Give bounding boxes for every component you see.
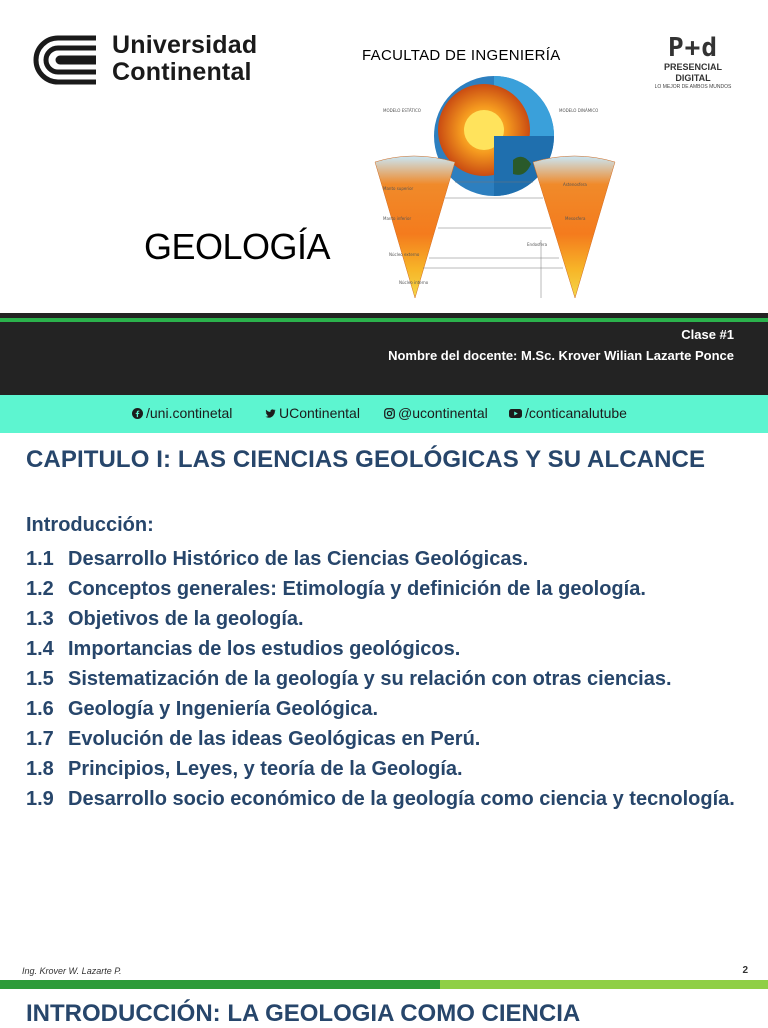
svg-text:Núcleo externo: Núcleo externo: [389, 252, 420, 257]
youtube-handle: /conticanalutube: [525, 405, 627, 421]
toc-item-text: Desarrollo socio económico de la geología como ciencia y tecnología.: [68, 788, 735, 810]
toc-item: [26, 754, 748, 784]
instagram-icon: [384, 408, 395, 419]
twitter-icon: [265, 408, 276, 419]
social-youtube[interactable]: [509, 405, 627, 421]
toc-item: [26, 664, 748, 694]
toc-item-text: Principios, Leyes, y teoría de la Geología.: [68, 758, 463, 780]
svg-text:Mesosfera: Mesosfera: [565, 216, 586, 221]
toc-item: [26, 634, 748, 664]
band-accent-line: [0, 318, 768, 322]
toc-item: [26, 574, 748, 604]
toc-item: [26, 544, 748, 574]
toc-item-number: 1.8: [26, 758, 54, 780]
toc-item-text: Conceptos generales: Etimología y definición de la geología.: [68, 578, 646, 600]
instagram-handle: @ucontinental: [398, 405, 488, 421]
next-slide-title: INTRODUCCIÓN: LA GEOLOGIA COMO CIENCIA: [26, 1000, 581, 1027]
footer-bar-light-segment: [440, 980, 768, 989]
toc-item: [26, 784, 748, 814]
toc-item-text: Sistematización de la geología y su relación con otras ciencias.: [68, 668, 672, 690]
course-title: GEOLOGÍA: [144, 226, 331, 267]
title-slide: [0, 0, 768, 313]
presencial-digital-logo: [652, 33, 734, 90]
university-name: [112, 32, 257, 86]
toc-item-number: 1.1: [26, 548, 54, 570]
toc-item-text: Desarrollo Histórico de las Ciencias Geológicas.: [68, 548, 529, 570]
svg-text:Manto superior: Manto superior: [383, 186, 414, 191]
footer-bar: [0, 980, 768, 989]
university-logo: [30, 32, 275, 88]
facebook-icon: [132, 408, 143, 419]
introduction-label: Introducción:: [26, 514, 154, 536]
social-instagram[interactable]: [384, 405, 488, 421]
toc-item-number: 1.6: [26, 698, 54, 720]
toc-item-number: 1.9: [26, 788, 54, 810]
page-number: 2: [742, 965, 748, 976]
chapter-title: CAPITULO I: LAS CIENCIAS GEOLÓGICAS Y SU ALCANCE: [26, 446, 706, 473]
toc-item-number: 1.7: [26, 728, 54, 750]
svg-text:MODELO ESTÁTICO: MODELO ESTÁTICO: [383, 108, 421, 113]
social-media-band: [0, 395, 768, 433]
toc-item-text: Objetivos de la geología.: [68, 608, 304, 630]
class-number: Clase #1: [681, 327, 734, 342]
chapter-contents-list: [26, 544, 748, 814]
social-facebook[interactable]: [132, 405, 232, 421]
university-name-line2: Continental: [112, 58, 252, 86]
university-logo-mark-icon: [30, 32, 100, 88]
facebook-handle: /uni.continetal: [146, 405, 233, 421]
svg-text:MODELO DINÁMICO: MODELO DINÁMICO: [559, 108, 599, 113]
earth-layers-illustration: [363, 70, 625, 302]
toc-item-number: 1.2: [26, 578, 54, 600]
faculty-name: FACULTAD DE INGENIERÍA: [362, 47, 561, 64]
svg-text:Núcleo interno: Núcleo interno: [399, 280, 429, 285]
toc-item-number: 1.5: [26, 668, 54, 690]
social-twitter[interactable]: [265, 405, 360, 421]
twitter-handle: UContinental: [279, 405, 360, 421]
toc-item: [26, 724, 748, 754]
toc-item: [26, 604, 748, 634]
pd-logo-mark: P+d: [668, 33, 718, 63]
svg-text:Endosfera: Endosfera: [527, 242, 548, 247]
pd-logo-name: PRESENCIAL DIGITAL: [663, 62, 722, 83]
teacher-name: Nombre del docente: M.Sc. Krover Wilian Lazarte Ponce: [388, 348, 734, 363]
svg-text:Astenosfera: Astenosfera: [563, 182, 587, 187]
toc-item-text: Geología y Ingeniería Geológica.: [68, 698, 379, 720]
toc-item-number: 1.3: [26, 608, 54, 630]
youtube-icon: [509, 408, 522, 419]
class-info-band: [0, 313, 768, 395]
svg-text:Manto inferior: Manto inferior: [383, 216, 412, 221]
footer-author: Ing. Krover W. Lazarte P.: [22, 966, 122, 976]
toc-item-text: Evolución de las ideas Geológicas en Perú.: [68, 728, 481, 750]
university-name-line1: Universidad: [112, 31, 258, 59]
pd-logo-tagline: LO MEJOR DE AMBOS MUNDOS: [654, 84, 732, 90]
toc-item-number: 1.4: [26, 638, 54, 660]
footer-bar-dark-segment: [0, 980, 440, 989]
toc-item: [26, 694, 748, 724]
toc-item-text: Importancias de los estudios geológicos.: [68, 638, 461, 660]
